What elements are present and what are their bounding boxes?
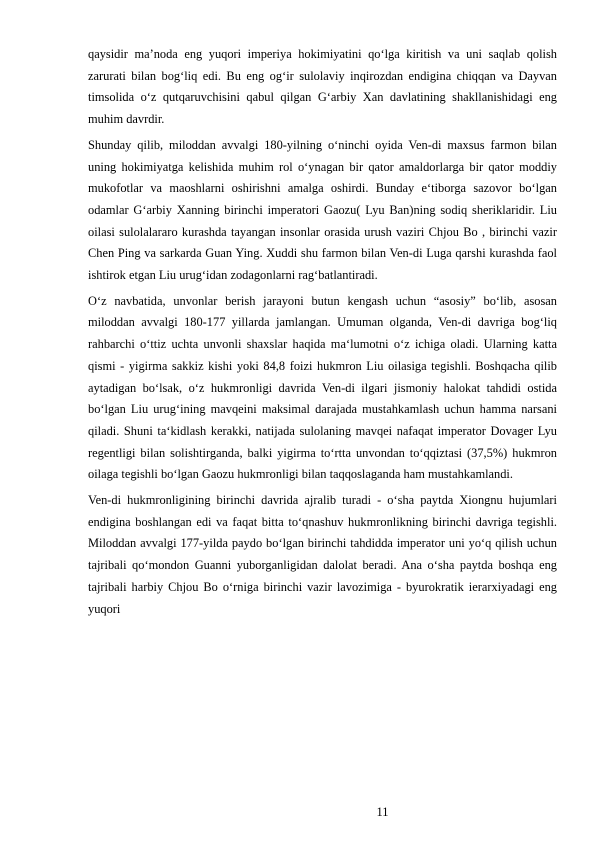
paragraph-2: Shunday qilib, miloddan avvalgi 180-yilning o‘ninchi oyida Ven-di maxsus farmon bilan uning hokimiyatga kelishida muhim rol o‘ynagan bir qator amaldorlarga bir qator moddiy mukofotlar va maoshlarni oshirishni amalga oshirdi. Bunday e‘tiborga sazovor bo‘lgan odamlar G‘arbiy Xanning birinchi imperatori Gaozu( Lyu Ban)ning sodiq sheriklaridir. Liu oilasi sulolalararo kurashda tayangan insonlar orasida urush vaziri Chjou Bo , birinchi vazir Chen Ping va sarkarda Guan Ying. Xuddi shu farmon bilan Ven-di Luga qarshi kurashda faol ishtirok etgan Liu urug‘idan zodagonlarni rag‘batlantiradi. xyxy=(88,137,557,283)
document-page xyxy=(88,44,557,624)
paragraph-4: Ven-di hukmronligining birinchi davrida ajralib turadi - o‘sha paytda Xiongnu hujumlari endigina boshlangan edi va faqat bitta to‘qnashuv hukmronlikning birinchi davriga tegishli. Miloddan avvalgi 177-yilda paydo bo‘lgan birinchi tahdidda imperator uni yo‘q qilish uchun tajribali qo‘mondon Guanni yuborganligidan dalolat beradi. Ana o‘sha paytda boshqa eng tajribali harbiy Chjou Bo o‘rniga birinchi vazir lavozimiga - byurokratik ierarxiyadagi eng yuqori xyxy=(88,493,557,616)
paragraph-1: qaysidir ma’noda eng yuqori imperiya hokimiyatini qo‘lga kiritish va uni saqlab qolish zarurati bilan bog‘liq edi. Bu eng og‘ir sulolaviy inqirozdan endigina chiqqan va Dayvan timsolida o‘z qutqaruvchisini qabul qilgan G‘arbiy Xan davlatining shakllanishidagi eng muhim davrdir. xyxy=(88,47,557,127)
page-number: 11 xyxy=(376,805,389,819)
paragraph-3: O‘z navbatida, unvonlar berish jarayoni butun kengash uchun “asosiy” bo‘lib, asosan miloddan avvalgi 180-177 yillarda jamlangan. Umuman olganda, Ven-di davriga bog‘liq rahbarchi o‘ttiz uchta unvonli shaxslar haqida ma‘lumotni o‘z ichiga oladi. Ularning katta qismi - yigirma sakkiz kishi yoki 84,8 foizi hukmron Liu oilasiga tegishli. Boshqacha qilib aytadigan bo‘lsak, o‘z hukmronligi davrida Ven-di ilgari jismoniy halokat tahdidi ostida bo‘lgan Liu urug‘ining mavqeini maksimal darajada mustahkamlash uchun hamma narsani qiladi. Shuni ta‘kidlash kerakki, natijada sulolaning mavqei nafaqat imperator Dovager Lyu regentligi bilan solishtirganda, balki yigirma to‘rtta unvondan to‘qqiztasi (37,5%) hukmron oilaga tegishli bo‘lgan Gaozu hukmronligi bilan taqqoslaganda ham mustahkamlandi. xyxy=(88,293,557,482)
